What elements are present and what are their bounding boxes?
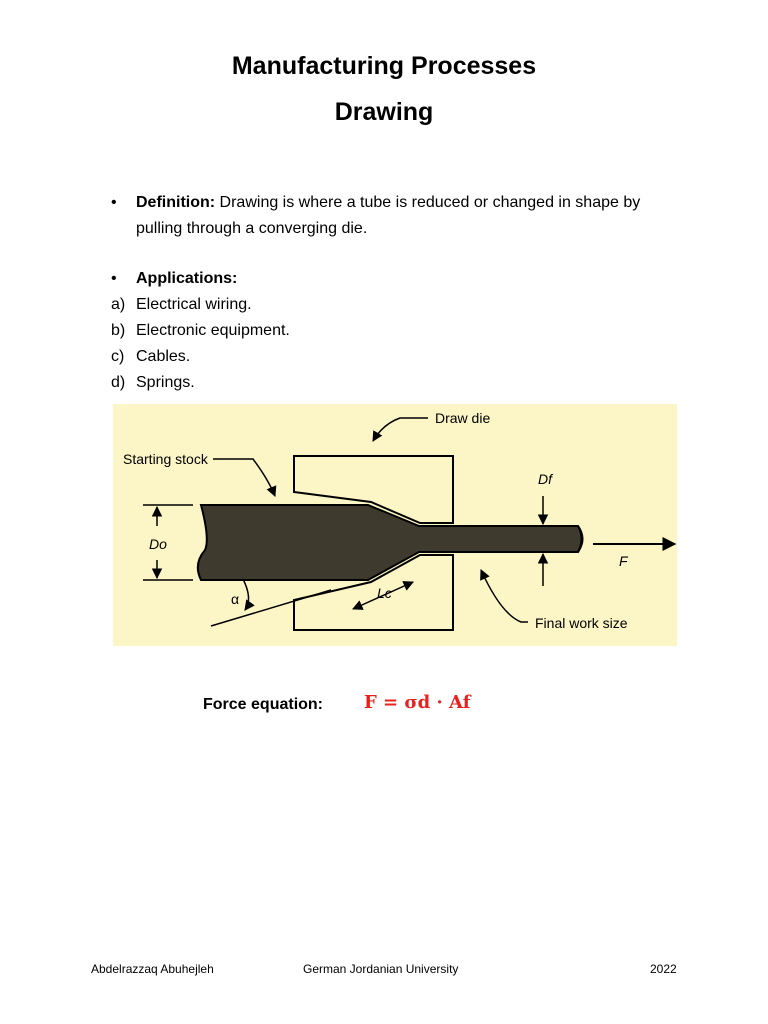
force-equation-label: Force equation: bbox=[203, 696, 324, 713]
footer-author: Abdelrazzaq Abuhejleh bbox=[91, 962, 214, 976]
list-marker: c) bbox=[111, 348, 125, 365]
list-marker: d) bbox=[111, 374, 126, 391]
list-item bbox=[111, 344, 190, 370]
df-label: Df bbox=[538, 471, 552, 487]
list-item-text: Cables. bbox=[136, 348, 191, 365]
list-item bbox=[111, 292, 252, 318]
draw-die-label: Draw die bbox=[435, 410, 491, 426]
footer-year: 2022 bbox=[650, 962, 677, 976]
list-item bbox=[111, 318, 290, 344]
alpha-label: α bbox=[231, 591, 240, 607]
page-subtitle: Drawing bbox=[334, 98, 434, 126]
definition-text bbox=[136, 190, 681, 242]
final-work-size-label: Final work size bbox=[535, 615, 628, 631]
definition-label: Definition: bbox=[136, 194, 216, 211]
list-item-text: Springs. bbox=[136, 374, 195, 391]
drawing-diagram bbox=[113, 404, 677, 646]
drawing-diagram-svg bbox=[113, 404, 677, 646]
lc-label: Lc bbox=[377, 585, 392, 601]
starting-stock-label: Starting stock bbox=[123, 451, 208, 467]
do-label: Do bbox=[149, 536, 167, 552]
definition-body: Drawing is where a tube is reduced or changed in shape by pulling through a converging die. bbox=[136, 194, 641, 237]
list-marker: a) bbox=[111, 296, 126, 313]
list-marker: b) bbox=[111, 322, 126, 339]
footer-university: German Jordanian University bbox=[303, 962, 459, 976]
force-equation-formula: F = σd · Af bbox=[364, 692, 471, 713]
applications-label: Applications: bbox=[136, 270, 238, 287]
list-item bbox=[111, 370, 195, 396]
list-item-text: Electronic equipment. bbox=[136, 322, 290, 339]
bullet-icon: • bbox=[111, 194, 117, 211]
bullet-icon: • bbox=[111, 270, 117, 287]
force-label: F bbox=[619, 553, 628, 569]
list-item-text: Electrical wiring. bbox=[136, 296, 252, 313]
page-title: Manufacturing Processes bbox=[231, 52, 537, 80]
starting-stock-shape bbox=[198, 505, 582, 580]
